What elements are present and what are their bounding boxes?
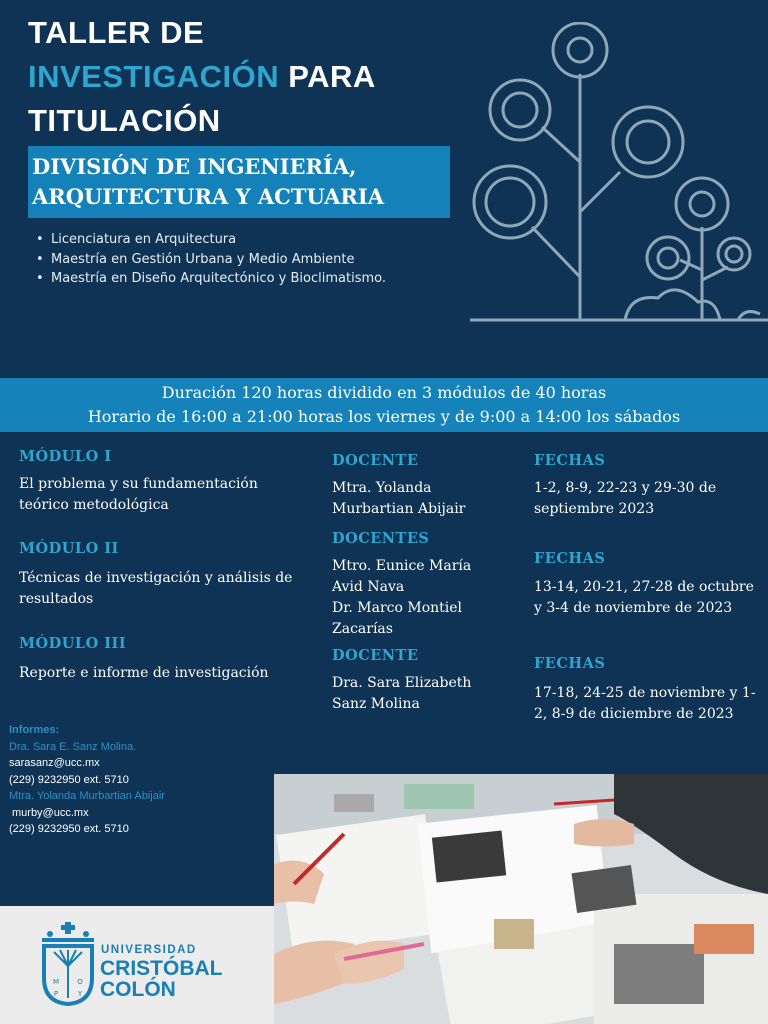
module-2-teacher-heading: DOCENTES [332, 530, 430, 547]
module-3-dates: 17-18, 24-25 de noviembre y 1-2, 8-9 de diciembre de 2023 [534, 685, 756, 722]
crest-letter: O [77, 978, 83, 986]
contact-label: Informes: [9, 724, 60, 736]
module-2-description: Técnicas de investigación y análisis de resultados [19, 570, 293, 607]
module-1-dates-heading: FECHAS [534, 452, 606, 469]
module-1-dates: 1-2, 8-9, 22-23 y 29-30 de septiembre 2023 [534, 480, 717, 517]
module-3-teacher-heading: DOCENTE [332, 647, 419, 664]
contact-email-1[interactable]: sarasanz@ucc.mx [9, 757, 100, 769]
module-1-heading: MÓDULO I [19, 448, 112, 465]
module-1-teachers: Mtra. Yolanda Murbartian Abijair [332, 480, 466, 517]
title-highlight: INVESTIGACIÓN [28, 59, 280, 94]
title-line-2 [28, 60, 376, 94]
contact-email-2[interactable]: murby@ucc.mx [12, 806, 89, 819]
module-3-dates-heading: FECHAS [534, 655, 606, 672]
program-list [36, 230, 386, 289]
logo-colon: COLÓN [100, 978, 176, 1001]
university-crest-icon [40, 922, 96, 1006]
duration-text: Duración 120 horas dividido en 3 módulos de 40 horas [161, 383, 607, 402]
crest-letter: Y [77, 990, 83, 998]
module-3-heading: MÓDULO III [19, 635, 127, 652]
program-item: • Licenciatura en Arquitectura [36, 230, 386, 250]
title-line-1: TALLER DE [28, 15, 205, 50]
workshop-photo-image [274, 774, 768, 1024]
contact-phone-1[interactable]: (229) 9232950 ext. 5710 [9, 773, 129, 786]
module-2-teachers: Mtro. Eunice María Avid Nava Dr. Marco Montiel Zacarías [332, 558, 472, 637]
module-2-heading: MÓDULO II [19, 540, 119, 557]
module-3-teachers: Dra. Sara Elizabeth Sanz Molina [332, 675, 472, 712]
program-item: • Maestría en Gestión Urbana y Medio Ambiente [36, 250, 386, 270]
module-2-dates-heading: FECHAS [534, 550, 606, 567]
division-line-1: DIVISIÓN DE INGENIERÍA, [32, 154, 357, 179]
crest-letter: M [52, 978, 60, 986]
title-line-2-rest: PARA [279, 59, 376, 94]
logo-panel [0, 906, 274, 1024]
program-item: • Maestría en Diseño Arquitectónico y Bioclimatismo. [36, 269, 386, 289]
hours-text: Horario de 16:00 a 21:00 horas los viernes y de 9:00 a 14:00 los sábados [87, 407, 681, 426]
tree-illustration-icon [470, 22, 768, 328]
contact-phone-2[interactable]: (229) 9232950 ext. 5710 [9, 823, 129, 835]
contact-person-1: Dra. Sara E. Sanz Molina. [9, 740, 137, 753]
schedule-band [0, 378, 768, 432]
division-title [32, 152, 384, 212]
workshop-photo [274, 774, 768, 1024]
logo-university: UNIVERSIDAD [101, 944, 197, 956]
title-line-3: TITULACIÓN [28, 103, 221, 138]
module-2-dates: 13-14, 20-21, 27-28 de octubre y 3-4 de noviembre de 2023 [534, 579, 754, 616]
division-line-2: ARQUITECTURA Y ACTUARIA [32, 184, 384, 209]
crest-letter: P [53, 990, 59, 998]
contact-block [9, 722, 269, 838]
module-1-description: El problema y su fundamentación teórico metodológica [19, 476, 258, 513]
contact-person-2: Mtra. Yolanda Murbartian Abijair [9, 790, 165, 802]
module-1-teacher-heading: DOCENTE [332, 452, 419, 469]
module-3-description: Reporte e informe de investigación [19, 665, 269, 681]
logo-cristobal: CRISTÓBAL [100, 957, 223, 980]
